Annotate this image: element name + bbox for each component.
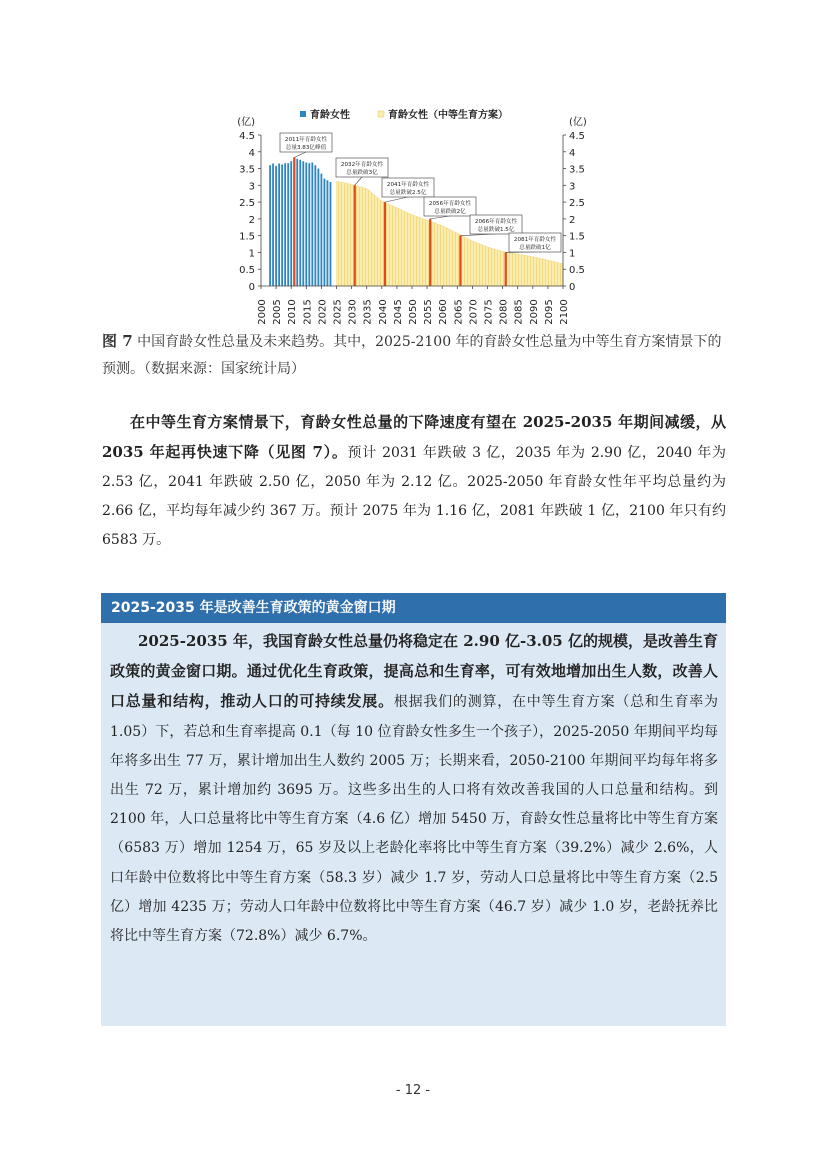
bar-2003 (269, 165, 271, 286)
highlight-box (101, 593, 726, 1026)
y-tick-label-left: 1 (248, 248, 255, 260)
x-tick-label: 2005 (272, 299, 284, 325)
figure-label: 图 7 (102, 332, 133, 350)
x-tick-label: 2025 (332, 299, 344, 325)
x-tick-label: 2000 (257, 299, 268, 325)
x-tick-label: 2055 (423, 299, 435, 325)
y-tick-label-right: 4.5 (569, 131, 585, 142)
x-tick-label: 2035 (362, 299, 374, 325)
x-tick-label: 2095 (543, 299, 555, 325)
y-axis-unit-left: (亿) (237, 117, 255, 128)
y-tick-label-left: 2.5 (239, 198, 255, 210)
annotation-line2-2041: 总量跌破2.5亿 (389, 190, 427, 196)
highlight-bar-2011 (293, 157, 295, 286)
annotation-line1-2011: 2011年育龄女性 (284, 137, 328, 143)
x-tick-label: 2030 (347, 299, 359, 325)
paragraph-bold-text: 在中等生育方案情景下，育龄女性总量的下降速度有望在 2025-2035 年期间减缓，从 2035 年起再快速下降（见图 7）。 (102, 413, 726, 461)
box-normal-text: 根据我们的测算，在中等生育方案（总和生育率为 1.05）下，若总和生育率提高 0.1（每 10 位育龄女性多生一个孩子），2025-2050 年期间平均每年将多出生 77 万，累计增加出生人数约 2005 万；长期来看，2050-2100 年期间平均每年将多出生 72 万，累计增加约 3695 万。这些多出生的人口将有效改善我国的人口总量和结构。到 2100 年，人口总量将比中等生育方案（4.6 亿）增加 5450 万，育龄女性总量将比中等生育方案（6583 万）增加 1254 万，65 岁及以上老龄化率将比中等生育方案（39.2%）减少 2.6%，人口年龄中位数将比中等生育方案（58.3 岁）减少 1.7 岁，劳动人口总量将比中等生育方案（2.5 亿）增加 4235 万；劳动人口年龄中位数将比中等生育方案（46.7 岁）减少 1.0 岁，老龄抚养比将比中等生育方案（72.8%）减少 6.7%。 (110, 694, 718, 945)
legend-label-historical: 育龄女性 (310, 110, 350, 121)
bar-2017 (311, 163, 313, 286)
y-tick-label-right: 0 (569, 282, 576, 293)
figure-caption-text: 中国育龄女性总量及未来趋势。其中，2025-2100 年的育龄女性总量为中等生育方案情景下的预测。（数据来源：国家统计局） (102, 334, 722, 377)
bar-2007 (281, 165, 283, 286)
annotation-leader-2056 (430, 216, 450, 219)
y-tick-label-right: 4 (569, 147, 576, 159)
bar-2013 (299, 160, 301, 286)
y-tick-label-right: 2 (569, 214, 576, 226)
annotation-line2-2031: 总量跌破3亿 (346, 170, 378, 176)
annotation-line2-2081: 总量跌破1亿 (519, 245, 551, 251)
y-tick-label-left: 2 (248, 214, 255, 226)
bar-2004 (272, 164, 274, 286)
legend-label-projection: 育龄女性（中等生育方案） (388, 110, 508, 121)
highlight-bar-2081 (505, 252, 507, 286)
bar-2021 (324, 179, 326, 286)
x-tick-label: 2080 (498, 299, 510, 325)
bar-2015 (305, 163, 307, 286)
y-tick-label-right: 0.5 (569, 265, 585, 277)
chart-svg (230, 98, 595, 325)
box-title: 2025-2035 年是改善生育政策的黄金窗口期 (101, 593, 726, 623)
box-bold-text: 2025-2035 年，我国育龄女性总量仍将稳定在 2.90 亿-3.05 亿的规模，是改善生育政策的黄金窗口期。通过优化生育政策，提高总和生育率，可有效地增加出生人数，改善人口总量和结构，推动人口的可持续发展。 (110, 632, 718, 711)
paragraph-normal-text: 预计 2031 年跌破 3 亿，2035 年为 2.90 亿，2040 年为 2.53 亿，2041 年跌破 2.50 亿，2050 年为 2.12 亿。2025-2050 年育龄女性年平均总量约为 2.66 亿，平均每年减少约 367 万。预计 2075 年为 1.16 亿，2081 年跌破 1 亿，2100 年只有约 6583 万。 (102, 445, 726, 548)
x-tick-label: 2065 (453, 299, 465, 325)
highlight-bar-2056 (429, 219, 431, 286)
annotation-leader-2011 (294, 152, 306, 157)
y-tick-label-left: 4 (248, 147, 255, 159)
annotation-line1-2081: 2081年育龄女性 (513, 237, 557, 243)
bar-2020 (320, 174, 322, 286)
x-tick-label: 2085 (513, 299, 525, 325)
legend-swatch-historical (300, 111, 306, 117)
bar-2005 (275, 166, 277, 286)
bar-2006 (278, 164, 280, 286)
x-tick-label: 2050 (408, 299, 419, 325)
x-tick-label: 2075 (483, 299, 495, 325)
annotation-line1-2056: 2056年育龄女性 (428, 201, 472, 207)
legend-swatch-projection (378, 111, 384, 117)
x-tick-label: 2060 (438, 299, 450, 325)
x-tick-label: 2010 (287, 299, 299, 325)
y-tick-label-right: 1 (569, 248, 576, 260)
x-tick-label: 2015 (302, 299, 314, 325)
bar-2022 (327, 180, 329, 286)
x-tick-label: 2100 (559, 299, 570, 325)
annotation-line2-2066: 总量跌破1.5亿 (477, 227, 515, 233)
y-tick-label-right: 2.5 (569, 198, 585, 210)
body-paragraph (102, 408, 726, 555)
bar-2018 (314, 165, 316, 286)
x-tick-label: 2070 (468, 299, 480, 325)
x-tick-label: 2090 (528, 299, 540, 325)
box-body (101, 623, 726, 951)
y-tick-label-right: 3 (569, 181, 576, 193)
y-tick-label-left: 4.5 (239, 131, 255, 142)
bar-2016 (308, 163, 310, 286)
annotation-leader-2041 (385, 197, 408, 202)
annotation-line2-2011: 总量3.83亿峰值 (285, 145, 327, 151)
highlight-bar-2066 (459, 236, 461, 286)
y-tick-label-left: 0.5 (239, 265, 255, 277)
annotation-line2-2056: 总量跌破2亿 (434, 209, 466, 215)
annotation-line1-2031: 2032年育龄女性 (340, 162, 384, 168)
annotation-line1-2041: 2041年育龄女性 (386, 182, 430, 188)
highlight-bar-2031 (354, 185, 356, 286)
y-tick-label-left: 3.5 (239, 164, 255, 176)
bar-2023 (330, 182, 332, 286)
y-tick-label-left: 0 (248, 282, 255, 293)
y-tick-label-left: 3 (248, 181, 255, 193)
annotation-line1-2066: 2066年育龄女性 (474, 219, 518, 225)
bar-2010 (290, 161, 292, 286)
figure-caption (102, 328, 724, 383)
x-tick-label: 2020 (317, 299, 329, 325)
highlight-bar-2041 (384, 202, 386, 286)
annotation-leader-2031 (355, 177, 362, 185)
bar-2012 (296, 159, 298, 286)
y-axis-unit-right: (亿) (569, 117, 587, 128)
bar-2009 (287, 163, 289, 286)
bar-2014 (302, 161, 304, 286)
y-tick-label-left: 1.5 (239, 231, 255, 243)
bar-2008 (284, 163, 286, 286)
y-tick-label-right: 1.5 (569, 231, 585, 243)
x-tick-label: 2045 (392, 299, 404, 325)
bar-2019 (317, 169, 319, 286)
page-number: - 12 - (395, 1083, 431, 1098)
x-tick-label: 2040 (377, 299, 389, 325)
fertile-women-chart (230, 98, 595, 325)
y-tick-label-right: 3.5 (569, 164, 585, 176)
